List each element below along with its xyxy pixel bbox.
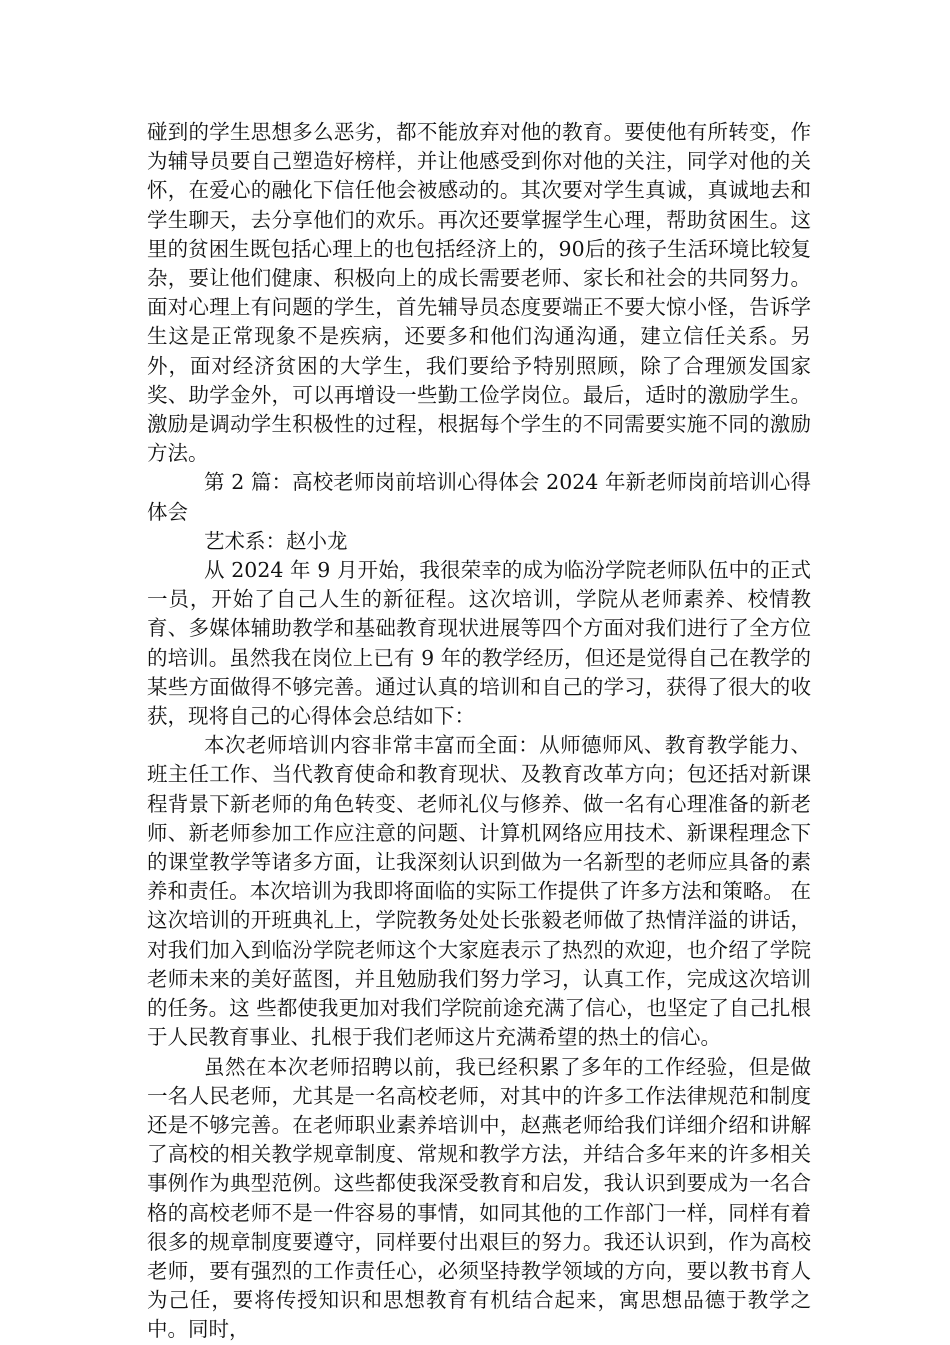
body-paragraph: 从 2024 年 9 月开始，我很荣幸的成为临汾学院老师队伍中的正式一员，开始了自己人生的新征程。这次培训，学院从老师素养、校情教育、多媒体辅助教学和基础教育现状进展等四个方面对我们进行了全方位的培训。虽然我在岗位上已有 9 年的教学经历，但还是觉得自己在教学的某些方面做得不够完善。通过认真的培训和自己的学习，获得了很大的收获，现将自己的心得体会总结如下： — [147, 558, 811, 729]
body-paragraph: 虽然在本次老师招聘以前，我已经积累了多年的工作经验，但是做一名人民老师，尤其是一名高校老师，对其中的许多工作法律规范和制度还是不够完善。在老师职业素养培训中，赵燕老师给我们详细介绍和讲解了高校的相关教学规章制度、常规和教学方法，并结合多年来的许多相关事例作为典型范例。这些都使我深受教育和启发，我认识到要成为一名合格的高校老师不是一件容易的事情，如同其他的工作部门一样，同样有着很多的规章制度要遵守，同样要付出艰巨的努力。我还认识到，作为高校老师，要有强烈的工作责任心，必须坚持教学领域的方向，要以教书育人为己任，要将传授知识和思想教育有机结合起来，寓思想品德于教学之中。同时， — [147, 1054, 811, 1342]
author-line: 艺术系：赵小龙 — [204, 528, 348, 553]
section-heading: 第 2 篇：高校老师岗前培训心得体会 2024 年新老师岗前培训心得体会 — [147, 470, 811, 524]
document-page — [147, 118, 811, 1345]
body-paragraph: 碰到的学生思想多么恶劣，都不能放弃对他的教育。要使他有所转变，作为辅导员要自己塑造好榜样，并让他感受到你对他的关注，同学对他的关怀，在爱心的融化下信任他会被感动的。其次要对学生真诚，真诚地去和学生聊天，去分享他们的欢乐。再次还要掌握学生心理，帮助贫困生。这里的贫困生既包括心理上的也包括经济上的，90后的孩子生活环境比较复杂，要让他们健康、积极向上的成长需要老师、家长和社会的共同努力。面对心理上有问题的学生，首先辅导员态度要端正不要大惊小怪，告诉学生这是正常现象不是疾病，还要多和他们沟通沟通，建立信任关系。另外，面对经济贫困的大学生，我们要给予特别照顾，除了合理颁发国家奖、助学金外，可以再增设一些勤工俭学岗位。最后，适时的激励学生。激励是调动学生积极性的过程，根据每个学生的不同需要实施不同的激励方法。 — [147, 120, 811, 466]
body-paragraph: 本次老师培训内容非常丰富而全面：从师德师风、教育教学能力、班主任工作、当代教育使命和教育现状、及教育改革方向；包还括对新课程背景下新老师的角色转变、老师礼仪与修养、做一名有心理准备的新老师、新老师参加工作应注意的问题、计算机网络应用技术、新课程理念下的课堂教学等诸多方面，让我深刻认识到做为一名新型的老师应具备的素养和责任。本次培训为我即将面临的实际工作提供了许多方法和策略。 在这次培训的开班典礼上，学院教务处处长张毅老师做了热情洋溢的讲话，对我们加入到临汾学院老师这个大家庭表示了热烈的欢迎，也介绍了学院老师未来的美好蓝图，并且勉励我们努力学习，认真工作，完成这次培训的任务。这 些都使我更加对我们学院前途充满了信心，也坚定了自己扎根于人民教育事业、扎根于我们老师这片充满希望的热土的信心。 — [147, 733, 811, 1050]
